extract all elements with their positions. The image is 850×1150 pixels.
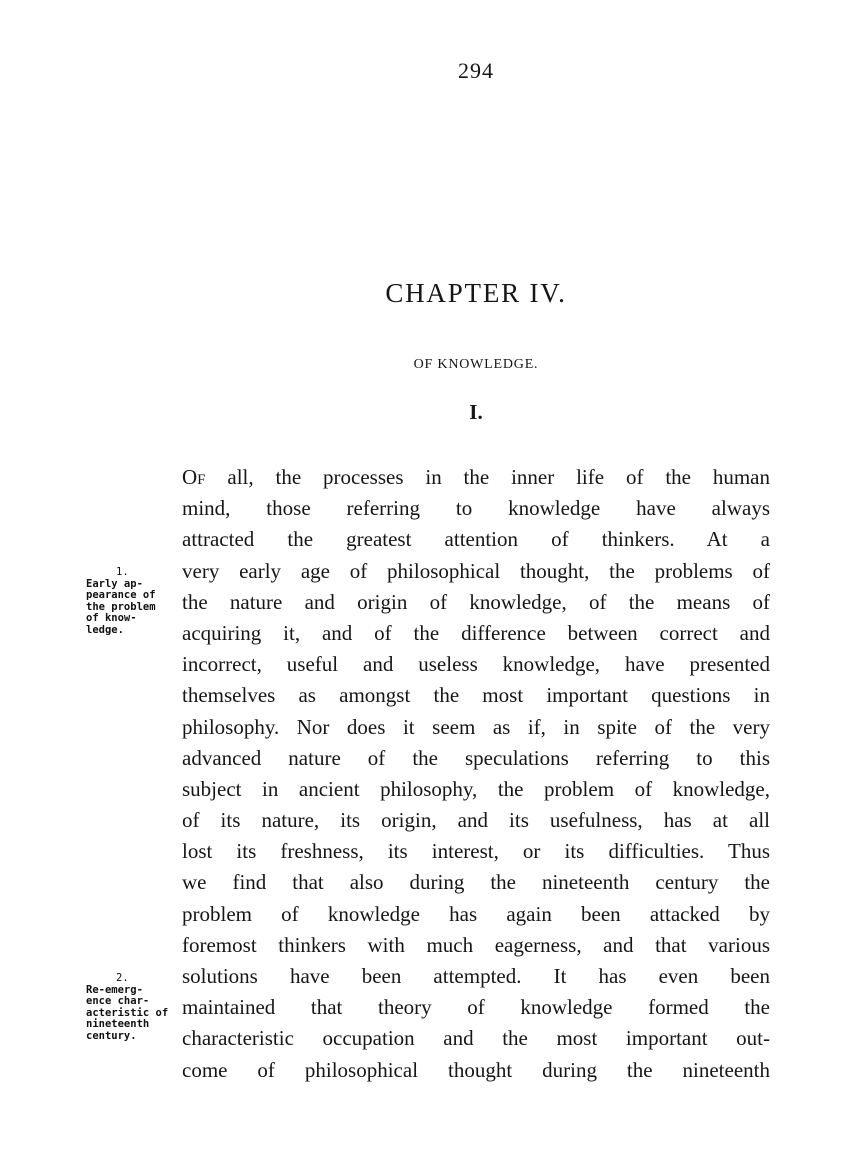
text-line: mind, those referring to knowledge have always	[182, 496, 770, 521]
text-line-content: all, the processes in the inner life of the human	[205, 465, 770, 489]
margin-note-text: Re-emerg- ence char- acteristic of nineteenth century.	[86, 983, 169, 1042]
text-line: attracted the greatest attention of thinkers. At a	[182, 527, 770, 552]
text-line: lost its freshness, its interest, or its difficulties. Thus	[182, 839, 770, 864]
margin-note	[86, 567, 181, 637]
text-line: incorrect, useful and useless knowledge, have presented	[182, 652, 770, 677]
text-line: solutions have been attempted. It has even been	[182, 964, 770, 988]
text-line: we find that also during the nineteenth century the	[182, 870, 770, 895]
section-numeral: I.	[469, 400, 483, 424]
text-line: acquiring it, and of the difference between correct and	[182, 620, 770, 645]
text-line: very early age of philosophical thought, the problems of	[182, 558, 770, 583]
text-line: advanced nature of the speculations referring to this	[182, 745, 770, 770]
opening-small-caps: Of	[182, 465, 206, 489]
text-line: of its nature, its origin, and its usefulness, has at all	[182, 808, 770, 833]
section-heading: OF KNOWLEDGE.	[413, 357, 539, 372]
text-line: the nature and origin of knowledge, of the means of	[182, 589, 770, 614]
page-number: 294	[458, 58, 494, 83]
chapter-title: CHAPTER IV.	[385, 278, 567, 308]
text-line	[182, 462, 770, 493]
text-line: problem of knowledge has again been attacked by	[182, 901, 770, 926]
text-line: come of philosophical thought during the nineteenth	[182, 1057, 770, 1082]
margin-note-number: 1.	[116, 566, 129, 578]
text-line: subject in ancient philosophy, the problem of knowledge,	[182, 776, 770, 801]
margin-note-number: 2.	[116, 972, 129, 984]
text-line: philosophy. Nor does it seem as if, in spite of the very	[182, 714, 770, 739]
body-text	[182, 462, 770, 1086]
text-line: maintained that theory of knowledge formed the	[182, 995, 770, 1020]
text-line: characteristic occupation and the most important out-	[182, 1026, 770, 1051]
text-line: themselves as amongst the most important questions in	[182, 683, 770, 708]
text-line: foremost thinkers with much eagerness, and that various	[182, 932, 770, 957]
margin-note-text: Early ap- pearance of the problem of know- ledge.	[86, 577, 156, 636]
margin-note	[86, 973, 181, 1043]
